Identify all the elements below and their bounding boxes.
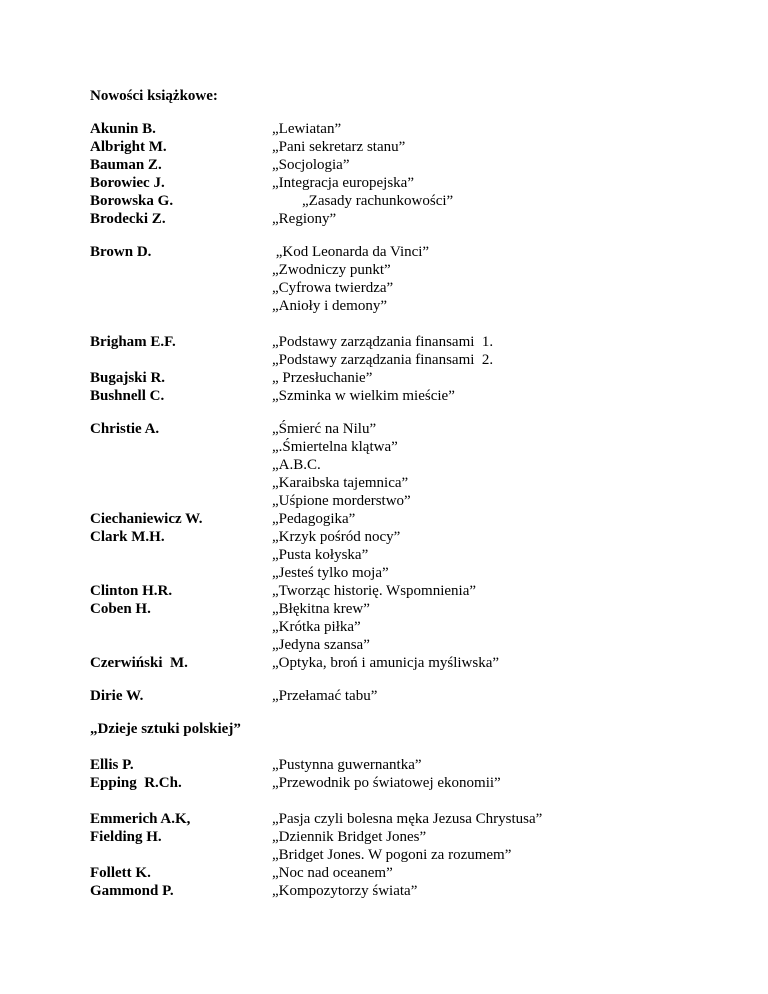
title-line: „Tworząc historię. Wspomnienia” (272, 583, 477, 599)
title-line: „Pasja czyli bolesna męka Jezusa Chrystusa” (272, 811, 543, 827)
author-clark: Clark M.H. (90, 529, 165, 545)
author-czerwinski: Czerwiński M. (90, 655, 188, 671)
title-line: „Jesteś tylko moja” (272, 565, 389, 581)
author-coben: Coben H. (90, 601, 151, 617)
title-line: „Lewiatan” (272, 121, 342, 137)
author-ciechaniewicz: Ciechaniewicz W. (90, 511, 203, 527)
title-line: „Błękitna krew” (272, 601, 370, 617)
author-emmerich: Emmerich A.K, (90, 811, 191, 827)
author-dirie: Dirie W. (90, 688, 144, 704)
title-line: „Optyka, broń i amunicja myśliwska” (272, 655, 500, 671)
author-christie: Christie A. (90, 421, 160, 437)
title-line: „Socjologia” (272, 157, 350, 173)
author-brigham: Brigham E.F. (90, 334, 176, 350)
author-bugajski: Bugajski R. (90, 370, 166, 386)
author-akunin: Akunin B. (90, 121, 156, 137)
title-line: „Anioły i demony” (272, 298, 387, 314)
author-fielding: Fielding H. (90, 829, 162, 845)
title-line: „A.B.C. (272, 457, 321, 473)
author-epping: Epping R.Ch. (90, 775, 182, 791)
author-borowiec: Borowiec J. (90, 175, 165, 191)
author-borowska: Borowska G. (90, 193, 174, 209)
author-bushnell: Bushnell C. (90, 388, 165, 404)
title-line: „Bridget Jones. W pogoni za rozumem” (272, 847, 512, 863)
title-line: „Szminka w wielkim mieście” (272, 388, 455, 404)
author-albright: Albright M. (90, 139, 167, 155)
page-title: Nowości książkowe: (90, 88, 218, 104)
author-follett: Follett K. (90, 865, 151, 881)
title-line: „Śmierć na Nilu” (272, 421, 377, 437)
title-line: „Pusta kołyska” (272, 547, 369, 563)
author-brodecki: Brodecki Z. (90, 211, 166, 227)
title-line: „Cyfrowa twierdza” (272, 280, 394, 296)
title-line: „Pani sekretarz stanu” (272, 139, 406, 155)
title-line: „Kompozytorzy świata” (272, 883, 418, 899)
title-line: „Uśpione morderstwo” (272, 493, 411, 509)
title-line: „Przełamać tabu” (272, 688, 378, 704)
title-line: „Kod Leonarda da Vinci” (272, 244, 430, 260)
title-line: „Dziennik Bridget Jones” (272, 829, 427, 845)
author-brown: Brown D. (90, 244, 152, 260)
author-clinton: Clinton H.R. (90, 583, 173, 599)
title-line: „Podstawy zarządzania finansami 1. (272, 334, 494, 350)
title-line: „Krzyk pośród nocy” (272, 529, 401, 545)
title-line: „Przewodnik po światowej ekonomii” (272, 775, 501, 791)
title-line: „Zasady rachunkowości” (272, 193, 454, 209)
title-line: „Zwodniczy punkt” (272, 262, 391, 278)
title-line: „Jedyna szansa” (272, 637, 370, 653)
title-line: „Integracja europejska” (272, 175, 414, 191)
title-line: „Pustynna guwernantka” (272, 757, 422, 773)
author-gammond: Gammond P. (90, 883, 174, 899)
title-line: „Karaibska tajemnica” (272, 475, 409, 491)
title-line: „ Przesłuchanie” (272, 370, 373, 386)
title-line: „Krótka piłka” (272, 619, 361, 635)
author-ellis: Ellis P. (90, 757, 134, 773)
title-line: „Regiony” (272, 211, 337, 227)
section-heading: „Dzieje sztuki polskiej” (90, 721, 241, 737)
title-line: „.Śmiertelna klątwa” (272, 439, 398, 455)
title-line: „Podstawy zarządzania finansami 2. (272, 352, 494, 368)
title-line: „Noc nad oceanem” (272, 865, 393, 881)
title-line: „Pedagogika” (272, 511, 356, 527)
author-bauman: Bauman Z. (90, 157, 162, 173)
